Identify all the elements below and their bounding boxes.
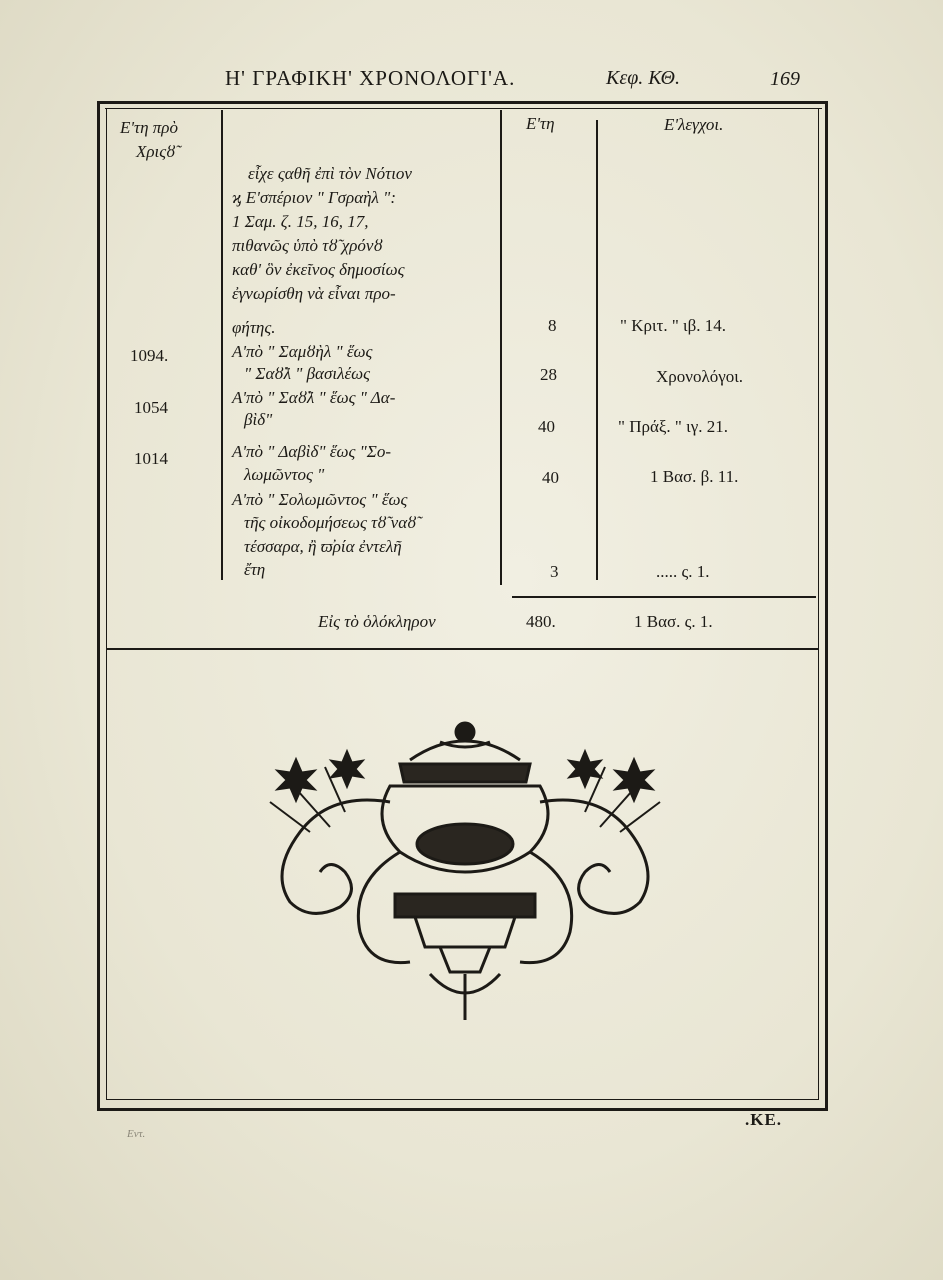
proof-reference: " Πράξ. " ιγ. 21.	[618, 417, 728, 436]
narrative-line: Α'πὸ " Σολωμῶντος " ἕως	[232, 490, 408, 509]
narrative-line: ϗ Ε'σπέριον " Γσραὴλ ":	[232, 188, 396, 207]
narrative-line: Α'πὸ " Σαȣ̈λ " ἕως " Δα-	[232, 388, 396, 407]
narrative-line: " Σαȣ̈λ " βασιλέως	[244, 364, 371, 383]
header-proofs: Ε'λεγχοι.	[664, 115, 724, 134]
running-header	[0, 66, 943, 102]
duration-value: 40	[538, 417, 555, 436]
narrative-line: πιθανῶς ὑπὸ τȣ̃ χρόνȣ	[232, 236, 383, 255]
proof-reference: 1 Βασ. β. 11.	[650, 467, 739, 486]
proof-reference: Χρονολόγοι.	[656, 367, 744, 386]
chapter-label: Κεφ. ΚΘ.	[606, 67, 680, 89]
year-bc: 1054	[134, 398, 168, 417]
duration-value: 28	[540, 365, 557, 384]
ornament-vignette-icon	[250, 712, 680, 1024]
narrative-line: βὶδ"	[244, 410, 273, 429]
narrative-line: Α'πὸ " Σαμȣὴλ " ἕως	[232, 342, 373, 361]
total-proof: 1 Βασ. ς. 1.	[634, 612, 713, 631]
header-years-bc-line1: Ε'τη πρὸ	[120, 118, 178, 137]
narrative-line: εἶχε ςαθῆ ἐπὶ τὸν Νότιον	[248, 164, 412, 183]
header-years-bc-line2: Χριςȣ̃	[136, 142, 176, 161]
duration-value: 40	[542, 468, 559, 487]
page-number: 169	[770, 68, 800, 90]
narrative-line: ἔτη	[244, 560, 266, 579]
duration-value: 8	[548, 316, 557, 335]
narrative-line: 1 Σαμ. ζ. 15, 16, 17,	[232, 212, 369, 231]
header-years: Ε'τη	[526, 114, 555, 133]
catchword: .ΚΕ.	[745, 1110, 783, 1129]
total-value: 480.	[526, 612, 556, 631]
proof-reference: ..... ς. 1.	[656, 562, 710, 581]
duration-value: 3	[550, 562, 559, 581]
narrative-line: λωμῶντος "	[244, 465, 325, 484]
narrative-line: καθ' ὃν ἐκεῖνος δημοσίως	[232, 260, 405, 279]
page-title: Η' ΓΡΑΦΙΚΗ' ΧΡΟΝΟΛΟΓΙ'Α.	[225, 66, 516, 90]
pencil-note: Εντ.	[127, 1128, 146, 1140]
narrative-line: ἐγνωρίσθη νὰ εἶναι προ-	[232, 284, 396, 303]
total-label: Εἰς τὸ ὁλόκληρον	[318, 612, 436, 631]
narrative-line: Α'πὸ " Δαβὶδ" ἕως "Σο-	[232, 442, 392, 461]
year-bc: 1014	[134, 449, 168, 468]
year-bc: 1094.	[130, 346, 169, 365]
narrative-line: φήτης.	[232, 318, 276, 337]
narrative-line: τῆς οἰκοδομήσεως τȣ̃ ναȣ̃	[244, 513, 417, 532]
narrative-line: τέσσαρα, ἢ ϖ̓ρία ἐντελῆ	[244, 537, 402, 556]
proof-reference: " Κριτ. " ιβ. 14.	[620, 316, 727, 335]
